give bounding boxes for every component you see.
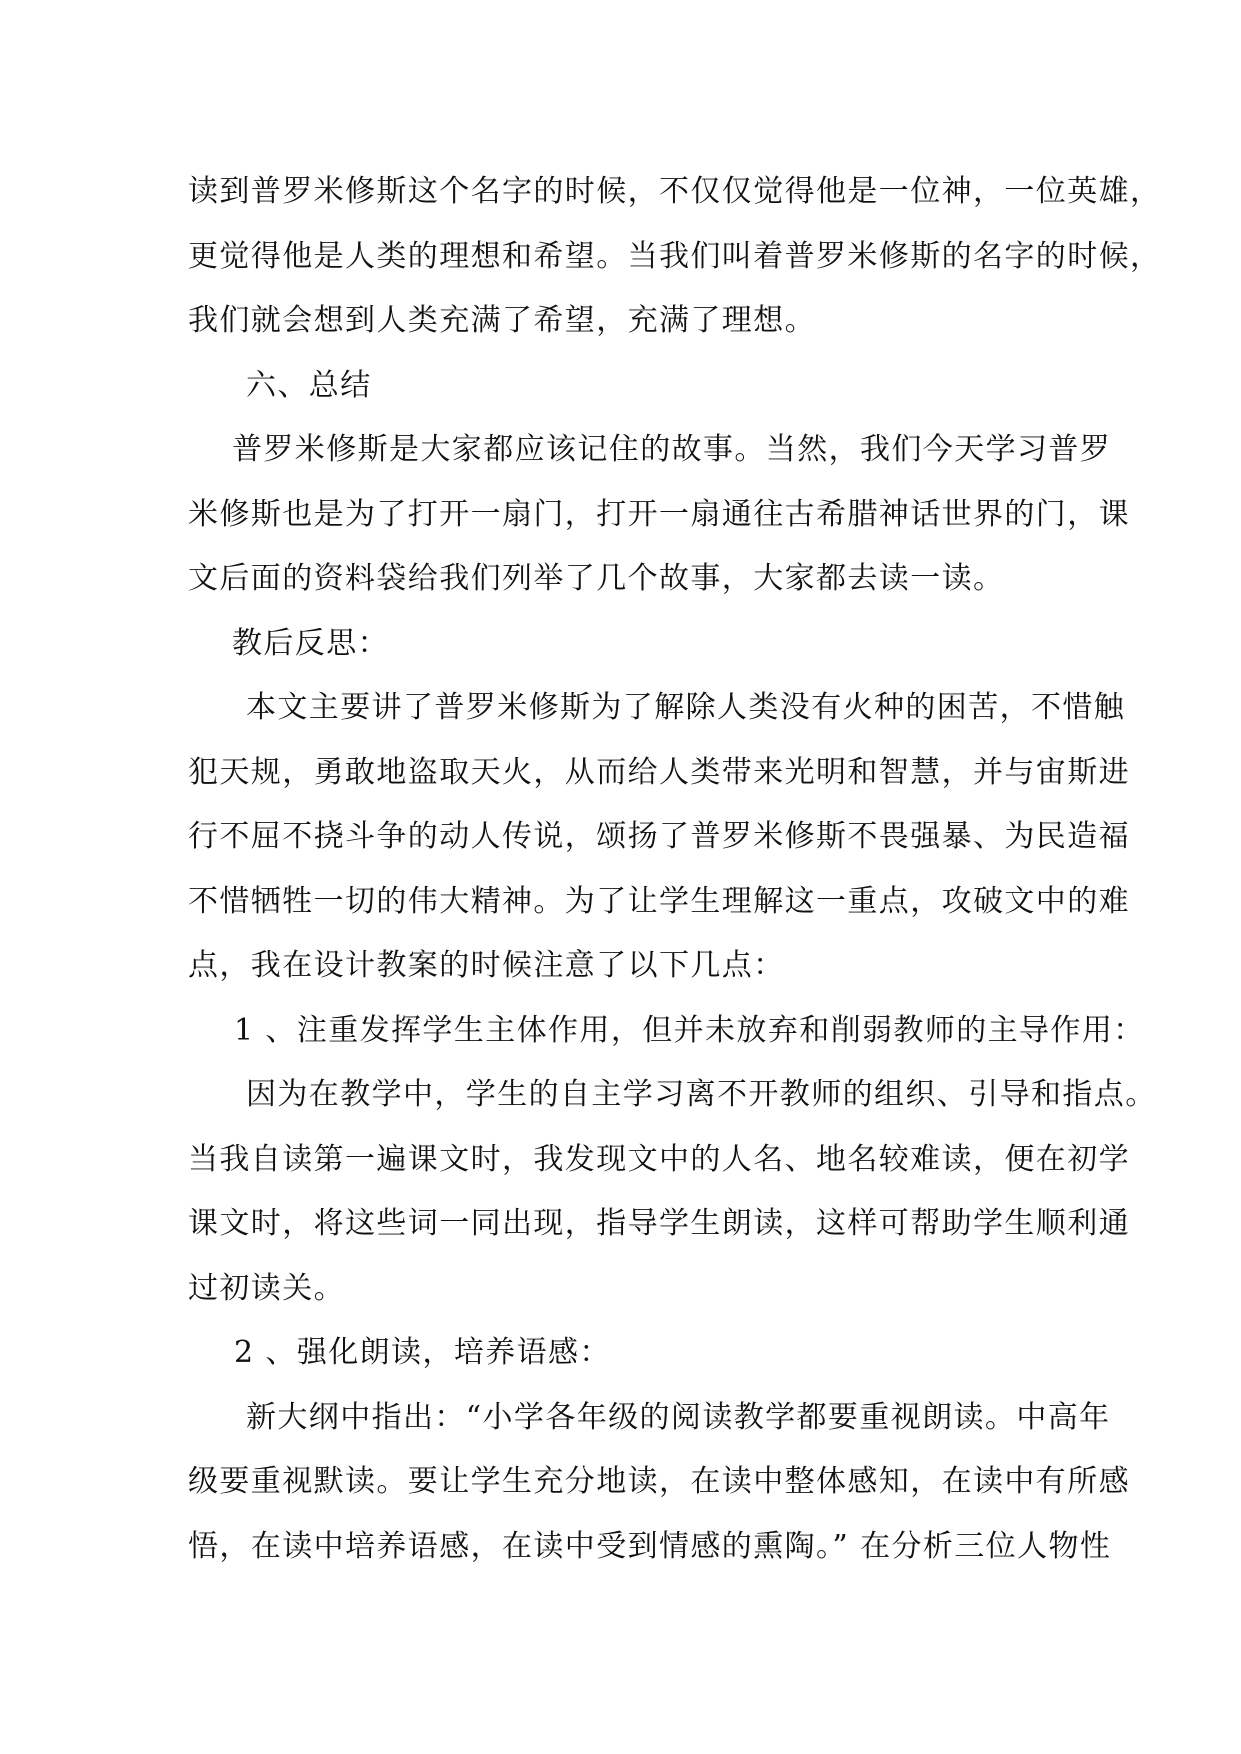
text-line: 我们就会想到人类充满了希望，充满了理想。 <box>188 303 816 338</box>
text-line: 当我自读第一遍课文时，我发现文中的人名、地名较难读，便在初学 <box>188 1141 1130 1177</box>
section-heading-summary: 六、总结 <box>246 367 372 403</box>
text-line: 因为在教学中，学生的自主学习离不开教师的组织、引导和指点。 <box>246 1077 1157 1112</box>
text-line: 过初读关。 <box>188 1270 345 1306</box>
text-line: 读到普罗米修斯这个名字的时候，不仅仅觉得他是一位神，一位英雄， <box>188 174 1162 209</box>
list-item-heading: 1 、注重发挥学生主体作用，但并未放弃和削弱教师的主导作用： <box>234 1012 1145 1048</box>
text-line: 普罗米修斯是大家都应该记住的故事。当然，我们今天学习普罗 <box>232 432 1112 467</box>
document-body <box>188 160 1162 1579</box>
text-line: 文后面的资料袋给我们列举了几个故事，大家都去读一读。 <box>188 561 1005 596</box>
text-line: 米修斯也是为了打开一扇门，打开一扇通往古希腊神话世界的门，课 <box>188 496 1130 532</box>
text-line: 不惜牺牲一切的伟大精神。为了让学生理解这一重点，攻破文中的难 <box>188 883 1130 919</box>
text-line: 犯天规，勇敢地盗取天火，从而给人类带来光明和智慧，并与宙斯进 <box>188 754 1130 790</box>
list-item-heading: 2 、强化朗读，培养语感： <box>234 1335 611 1370</box>
text-line: 级要重视默读。要让学生充分地读，在读中整体感知，在读中有所感 <box>188 1464 1130 1499</box>
text-line: 更觉得他是人类的理想和希望。当我们叫着普罗米修斯的名字的时候， <box>188 238 1162 274</box>
text-line: 课文时，将这些词一同出现，指导学生朗读，这样可帮助学生顺利通 <box>188 1206 1130 1241</box>
text-line: 点，我在设计教案的时候注意了以下几点： <box>188 948 785 983</box>
text-line: 本文主要讲了普罗米修斯为了解除人类没有火种的困苦，不惜触 <box>246 690 1126 725</box>
section-heading-reflection: 教后反思： <box>232 625 389 661</box>
text-line: 悟，在读中培养语感，在读中受到情感的熏陶。” 在分析三位人物性 <box>188 1528 1112 1564</box>
text-line: 新大纲中指出：“小学各年级的阅读教学都要重视朗读。中高年 <box>246 1399 1111 1435</box>
text-line: 行不屈不挠斗争的动人传说，颂扬了普罗米修斯不畏强暴、为民造福 <box>188 819 1130 854</box>
